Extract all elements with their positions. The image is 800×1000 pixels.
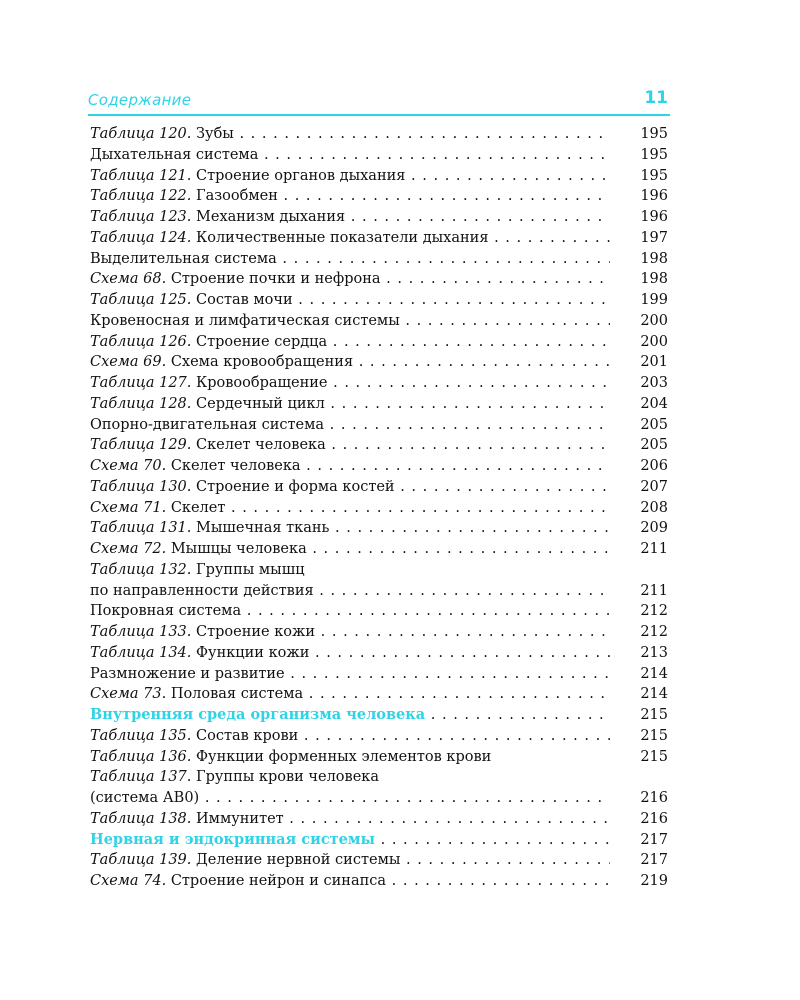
toc-entry-page: 198	[640, 271, 668, 288]
toc-entry-text	[90, 747, 670, 768]
toc-entry-row	[90, 352, 670, 373]
toc-entry-page: 206	[640, 458, 668, 474]
toc-entry-text	[90, 809, 610, 830]
toc-entry-title: Иммунитет	[196, 810, 284, 827]
toc-entry-row	[90, 373, 670, 394]
toc-entry-label: Таблица 127.	[90, 375, 192, 391]
toc-entry-row	[90, 456, 670, 477]
toc-entry-title: Кровообращение	[196, 375, 328, 391]
toc-entry-text	[90, 788, 610, 809]
toc-entry-row	[90, 145, 670, 166]
toc-entry-text	[90, 290, 610, 311]
toc-entry-text	[90, 332, 610, 353]
toc-entry-row	[90, 207, 670, 228]
toc-entry-page: 212	[640, 624, 668, 640]
toc-entry-row	[90, 311, 670, 332]
toc-entry-text	[90, 186, 610, 207]
toc-entry-page: 219	[640, 873, 668, 889]
toc-entry-row	[90, 747, 670, 768]
toc-entry-page: 216	[640, 810, 668, 827]
header-title: Содержание	[88, 91, 192, 109]
toc-entry-text	[90, 456, 610, 477]
toc-entry-page: 215	[640, 748, 668, 765]
toc-entry-page: 204	[640, 395, 668, 412]
toc-entry-title: Внутренняя среда организма человека	[90, 706, 426, 723]
toc-entry-title: Группы крови человека	[196, 769, 379, 786]
toc-entry-title: Схема кровообращения	[170, 354, 354, 371]
toc-entry-text	[90, 871, 610, 892]
toc-entry-text	[90, 726, 610, 747]
toc-entry-text	[90, 228, 610, 249]
toc-entry-title: Дыхательная система	[90, 146, 259, 163]
toc-entry-page: 214	[640, 665, 668, 682]
toc-entry-text	[90, 767, 670, 788]
toc-entry-label: Таблица 128.	[90, 395, 192, 412]
toc-entry-row	[90, 394, 670, 415]
toc-entry-row	[90, 228, 670, 249]
toc-entry-text	[90, 435, 610, 456]
toc-entry-row	[90, 664, 670, 685]
toc-entry-text	[90, 498, 610, 519]
toc-entry-page: 216	[640, 790, 668, 806]
toc-entry-label: Таблица 125.	[90, 292, 192, 308]
toc-entry-label: Таблица 132.	[90, 561, 192, 578]
toc-entry-title: Выделительная система	[90, 250, 277, 267]
toc-entry-text	[90, 394, 610, 415]
toc-entry-label: Таблица 138.	[90, 810, 192, 827]
toc-entry-page: 212	[640, 603, 668, 620]
toc-entry-page: 208	[640, 499, 668, 516]
toc-entry-page: 200	[640, 333, 668, 350]
toc-entry-row	[90, 560, 670, 581]
toc-entry-page: 214	[640, 686, 668, 703]
toc-entry-page: 217	[640, 852, 668, 869]
toc-entry-title: Покровная система	[90, 603, 242, 620]
toc-entry-page: 205	[640, 437, 668, 454]
toc-entry-row	[90, 249, 670, 270]
toc-entry-title: Механизм дыхания	[196, 209, 346, 225]
toc-entry-text	[90, 560, 670, 581]
toc-entry-title: Половая система	[170, 686, 304, 703]
toc-entry-text	[90, 477, 610, 498]
toc-entry-page: 211	[640, 541, 668, 557]
toc-entry-label: Таблица 120.	[90, 126, 192, 142]
toc-entry-row	[90, 186, 670, 207]
toc-entry-text	[90, 249, 610, 270]
toc-entry-title: Мышечная ткань	[196, 520, 330, 537]
toc-entry-title: Состав мочи	[196, 292, 293, 308]
toc-entry-page: 195	[640, 167, 668, 184]
toc-entry-label: Таблица 129.	[90, 437, 192, 454]
toc-entry-label: Таблица 123.	[90, 209, 192, 225]
toc-entry-title: Зубы	[196, 126, 234, 142]
toc-entry-page: 200	[640, 312, 668, 329]
toc-entry-row	[90, 415, 670, 436]
toc-entry-label: Таблица 133.	[90, 624, 192, 640]
toc-entry-text	[90, 124, 610, 145]
toc-entry-title: Строение нейрон и синапса	[170, 873, 387, 889]
toc-entry-page: 209	[640, 520, 668, 537]
toc-entry-page: 196	[640, 209, 668, 225]
toc-entry-title: Мышцы человека	[170, 541, 307, 557]
toc-entry-title: Опорно-двигательная система	[90, 416, 325, 433]
toc-entry-row	[90, 850, 670, 871]
toc-entry-title: Скелет человека	[170, 458, 301, 474]
toc-entry-page: 211	[640, 582, 668, 599]
toc-entry-title: (система АВ0)	[90, 790, 200, 806]
toc-entry-label: Схема 70.	[90, 458, 167, 474]
toc-entry-row	[90, 124, 670, 145]
toc-entry-label: Схема 71.	[90, 499, 167, 516]
toc-entry-text	[90, 352, 610, 373]
toc-entry-title: Сердечный цикл	[196, 395, 325, 412]
toc-entry-label: Таблица 124.	[90, 229, 192, 246]
toc-entry-title: Кровеносная и лимфатическая системы	[90, 312, 400, 329]
toc-entry-label: Таблица 135.	[90, 727, 192, 744]
toc-entry-page: 196	[640, 188, 668, 205]
toc-entry-row	[90, 290, 670, 311]
toc-entry-title: Группы мышц	[196, 561, 305, 578]
toc-entry-title: по направленности действия	[90, 582, 314, 599]
toc-entry-row	[90, 788, 670, 809]
toc-entry-text	[90, 622, 610, 643]
toc-entry-page: 198	[640, 250, 668, 267]
toc-entry-row	[90, 477, 670, 498]
toc-entry-title: Скелет человека	[196, 437, 326, 454]
toc-entry-text	[90, 664, 610, 685]
toc-entry-label: Таблица 130.	[90, 478, 192, 495]
toc-entry-title: Функции кожи	[196, 644, 310, 661]
toc-entry-row	[90, 684, 670, 705]
toc-entry-row	[90, 539, 670, 560]
toc-entry-title: Строение сердца	[196, 333, 328, 350]
toc-entry-page: 201	[640, 354, 668, 371]
toc-entry-label: Таблица 134.	[90, 644, 192, 661]
toc-entry-page: 195	[640, 126, 668, 142]
toc-entry-title: Деление нервной системы	[196, 852, 401, 869]
toc-entry-label: Схема 69.	[90, 354, 167, 371]
toc-entry-label: Таблица 122.	[90, 188, 192, 205]
toc-entry-label: Таблица 131.	[90, 520, 192, 537]
toc-entry-row	[90, 809, 670, 830]
toc-entry-title: Газообмен	[196, 188, 278, 205]
toc-entry-text	[90, 311, 610, 332]
toc-entry-title: Строение почки и нефрона	[170, 271, 381, 288]
toc-entry-row	[90, 498, 670, 519]
toc-entry-row	[90, 767, 670, 788]
toc-entry-text	[90, 518, 610, 539]
toc-entry-page: 203	[640, 375, 668, 391]
toc-entry-label: Таблица 139.	[90, 852, 192, 869]
toc-section-row	[90, 705, 670, 726]
table-of-contents	[90, 124, 670, 892]
toc-entry-title: Состав крови	[196, 727, 299, 744]
toc-section-row	[90, 830, 670, 851]
running-header	[88, 88, 670, 116]
toc-entry-label: Таблица 126.	[90, 333, 192, 350]
toc-entry-page: 217	[640, 831, 668, 848]
toc-entry-text	[90, 373, 610, 394]
toc-entry-label: Схема 72.	[90, 541, 167, 557]
toc-entry-page: 207	[640, 478, 668, 495]
toc-entry-title: Количественные показатели дыхания	[196, 229, 489, 246]
toc-entry-text	[90, 269, 610, 290]
toc-entry-page: 215	[640, 727, 668, 744]
toc-entry-title: Строение и форма костей	[196, 478, 395, 495]
toc-entry-page: 205	[640, 416, 668, 433]
toc-entry-label: Схема 68.	[90, 271, 167, 288]
toc-entry-text	[90, 166, 610, 187]
toc-entry-text	[90, 581, 610, 602]
toc-entry-title: Скелет	[170, 499, 226, 516]
toc-entry-title: Функции форменных элементов крови	[196, 748, 492, 765]
toc-entry-label: Таблица 121.	[90, 167, 192, 184]
toc-entry-title: Размножение и развитие	[90, 665, 285, 682]
toc-entry-row	[90, 622, 670, 643]
toc-entry-title: Строение органов дыхания	[196, 167, 406, 184]
toc-entry-page: 213	[640, 644, 668, 661]
toc-entry-text	[90, 850, 610, 871]
toc-entry-title: Строение кожи	[196, 624, 316, 640]
toc-entry-text	[90, 684, 610, 705]
toc-entry-page: 199	[640, 292, 668, 308]
toc-entry-row	[90, 269, 670, 290]
toc-entry-text	[90, 539, 610, 560]
toc-entry-row	[90, 601, 670, 622]
header-page-number: 11	[644, 88, 668, 108]
toc-entry-page: 195	[640, 146, 668, 163]
toc-entry-label: Таблица 136.	[90, 748, 192, 765]
toc-entry-text	[90, 830, 610, 851]
toc-entry-row	[90, 435, 670, 456]
toc-entry-row	[90, 726, 670, 747]
toc-entry-text	[90, 207, 610, 228]
toc-entry-text	[90, 415, 610, 436]
toc-entry-title: Нервная и эндокринная системы	[90, 830, 375, 848]
toc-entry-text	[90, 643, 610, 664]
toc-entry-text	[90, 705, 610, 726]
toc-entry-row	[90, 643, 670, 664]
toc-entry-page: 215	[640, 707, 668, 723]
toc-entry-row	[90, 166, 670, 187]
toc-entry-label: Таблица 137.	[90, 769, 192, 786]
toc-entry-row	[90, 871, 670, 892]
toc-entry-row	[90, 518, 670, 539]
toc-entry-text	[90, 145, 610, 166]
toc-entry-label: Схема 73.	[90, 686, 167, 703]
toc-entry-row	[90, 332, 670, 353]
toc-entry-label: Схема 74.	[90, 873, 167, 889]
toc-entry-row	[90, 581, 670, 602]
toc-entry-page: 197	[640, 229, 668, 246]
toc-entry-text	[90, 601, 610, 622]
